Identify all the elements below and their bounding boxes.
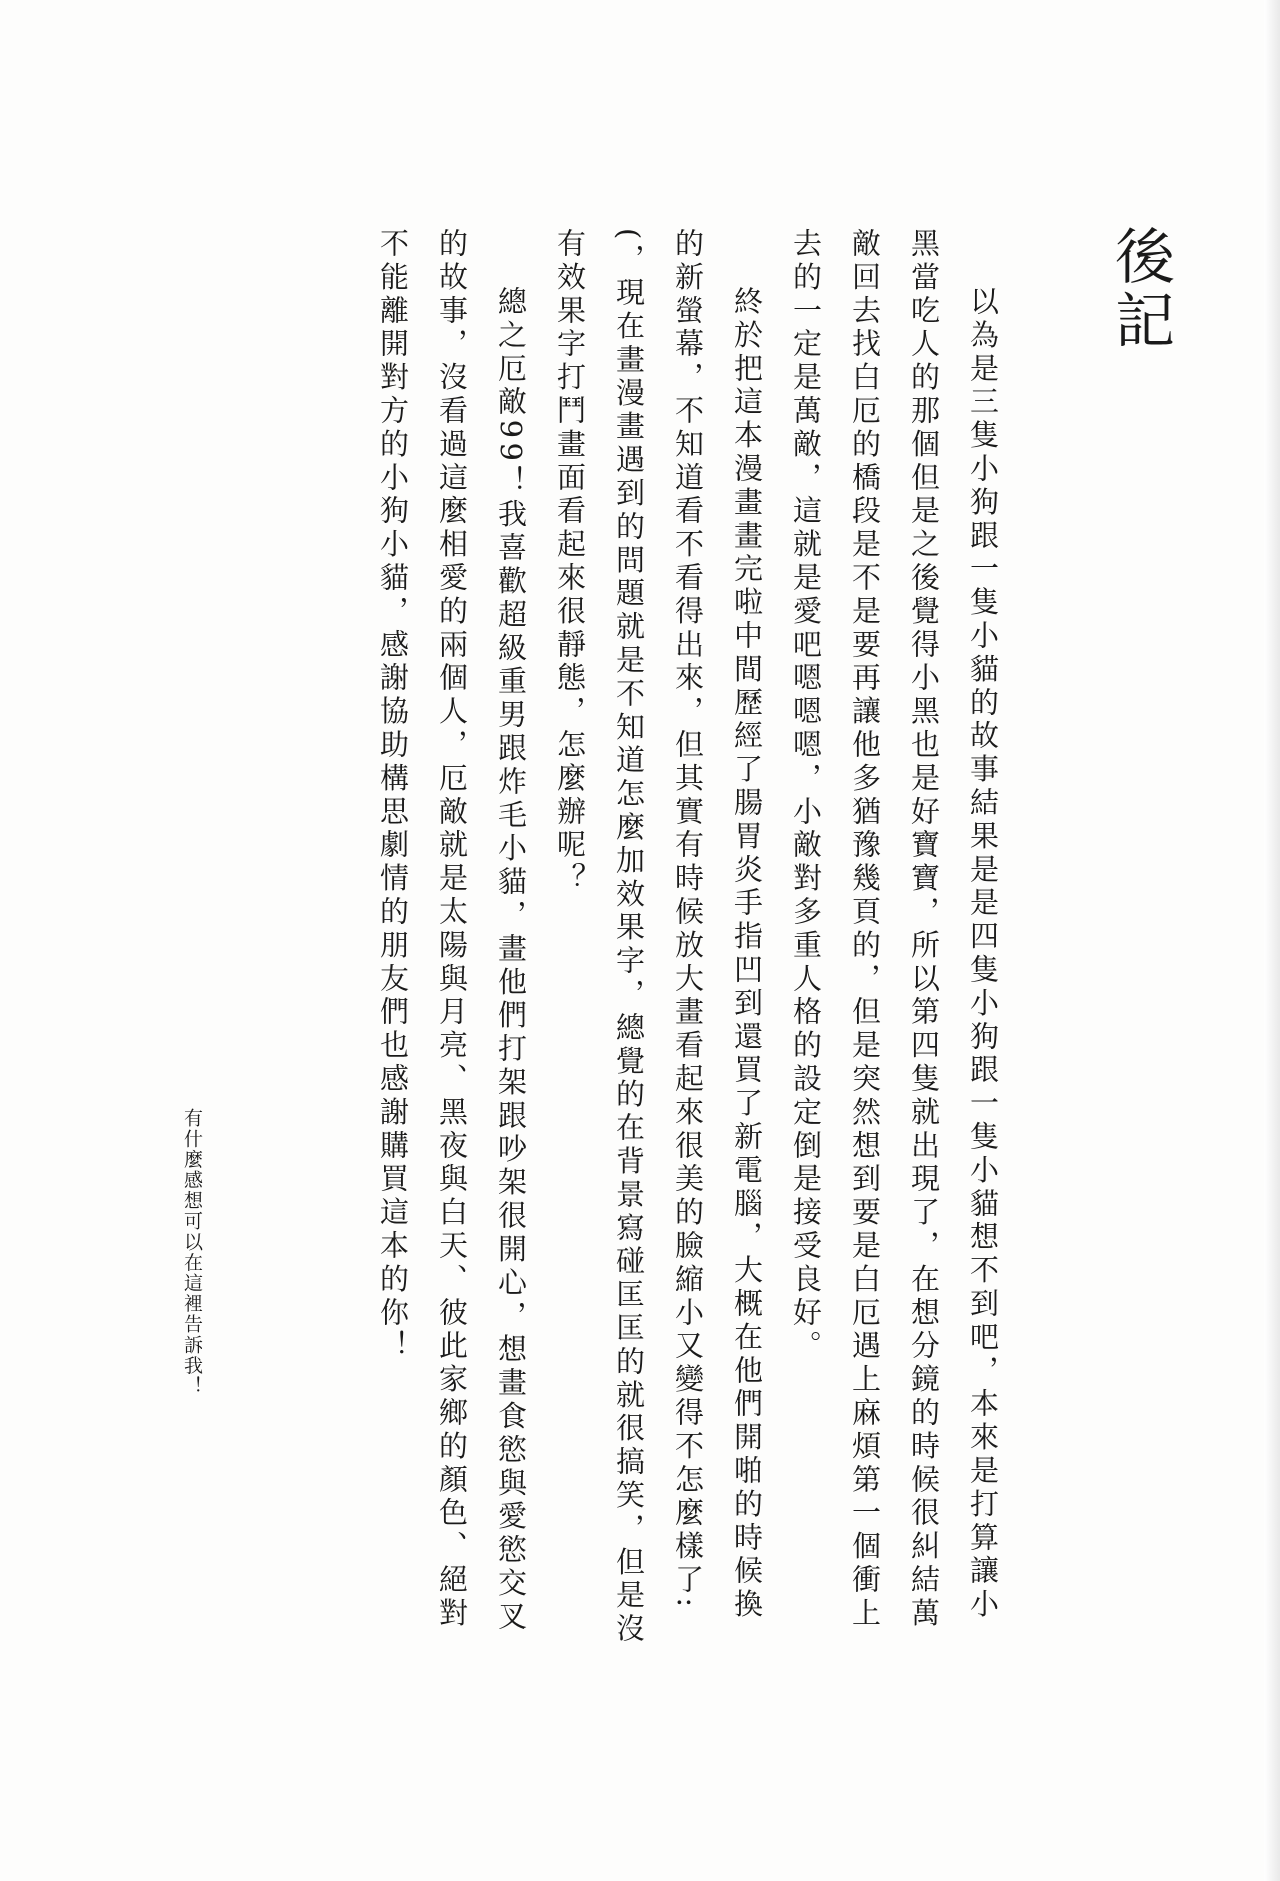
page-binding-edge (1264, 0, 1280, 1881)
footnote: 有什麼感想可以在這裡告訴我！ (181, 1108, 203, 1397)
afterword-body (362, 228, 1012, 1648)
page-title: 後記 (1105, 225, 1175, 353)
paragraph-2: 終於把這本漫畫畫完啦中間歷經了腸胃炎手指凹到還買了新電腦，大概在他們開啪的時候換的新螢幕，不知道看不看得出來，但其實有時候放大畫看起來很美的臉縮小又變得不怎麼樣了:(，現在畫漫畫遇到的問題就是不知道怎麼加效果字，總覺的在背景寫碰匡匡的就很搞笑，但是沒有效果字打鬥畫面看起來很靜態，怎麼辦呢？ (553, 228, 764, 1647)
paragraph-3: 總之厄敵99！我喜歡超級重男跟炸毛小貓，畫他們打架跟吵架很開心，想畫食慾與愛慾交叉的故事，沒看過這麼相愛的兩個人，厄敵就是太陽與月亮、黑夜與白天、彼此家鄉的顏色、絕對不能離開對方的小狗小貓，感謝協助構思劇情的朋友們也感謝購買這本的你！ (376, 228, 528, 1635)
paragraph-1: 以為是三隻小狗跟一隻小貓的故事結果是是四隻小狗跟一隻小貓想不到吧，本來是打算讓小黑當吃人的那個但是之後覺得小黑也是好寶寶，所以第四隻就出現了，在想分鏡的時候很糾結萬敵回去找白厄的橋段是不是要再讓他多猶豫幾頁的，但是突然想到要是白厄遇上麻煩第一個衝上去的一定是萬敵，這就是愛吧嗯嗯嗯，小敵對多重人格的設定倒是接受良好。 (789, 228, 1000, 1631)
